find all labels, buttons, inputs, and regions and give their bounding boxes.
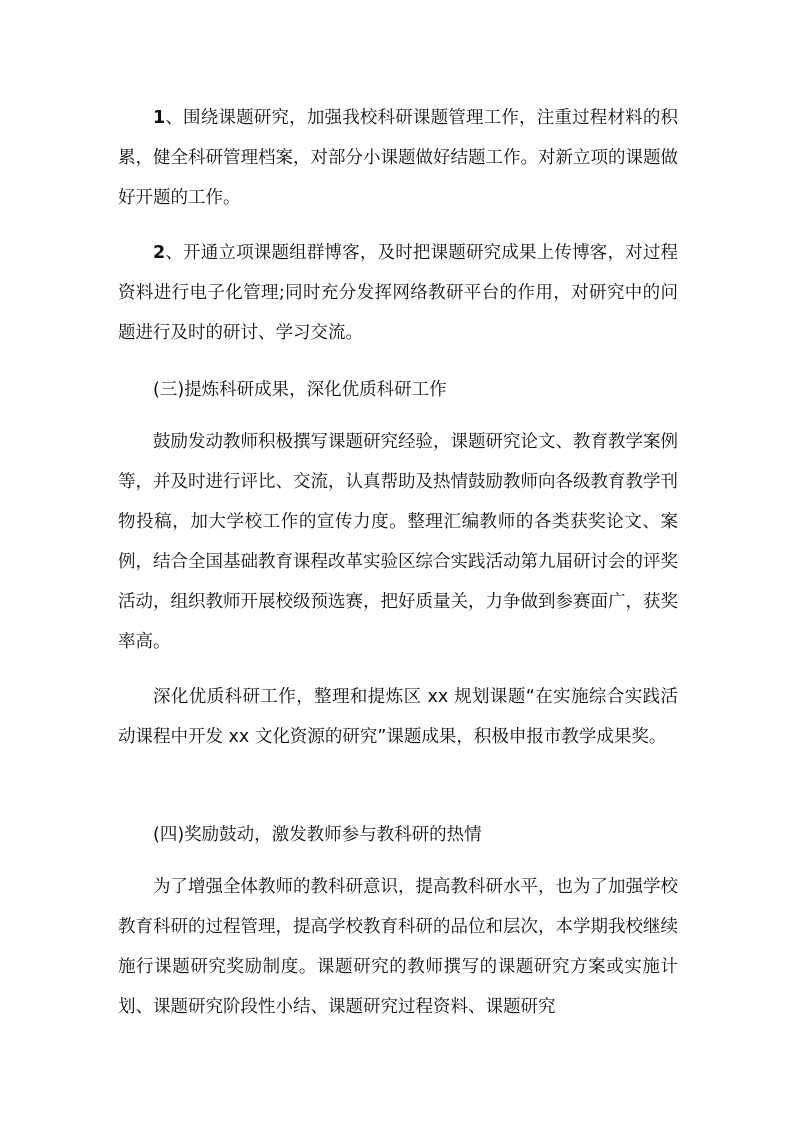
item-number: 2: [153, 243, 166, 263]
paragraph-deepen-research: 深化优质科研工作，整理和提炼区 xx 规划课题“在实施综合实践活动课程中开发 xx 文化资源的研究”课题成果，积极申报市教学成果奖。: [118, 687, 678, 747]
paragraph-text: 、围绕课题研究，加强我校科研课题管理工作，注重过程材料的积累，健全科研管理档案，对部分小课题做好结题工作。对新立项的课题做好开题的工作。: [118, 108, 678, 208]
paragraph-reward-system: 为了增强全体教师的教科研意识，提高教科研水平，也为了加强学校教育科研的过程管理，提高学校教育科研的品位和层次，本学期我校继续施行课题研究奖励制度。课题研究的教师撰写的课题研究方案或实施计划、课题研究阶段性小结、课题研究过程资料、课题研究: [118, 877, 678, 1017]
section-heading-4: (四)奖励鼓动，激发教师参与教科研的热情: [153, 825, 482, 845]
paragraph-item-1: [118, 98, 678, 218]
paragraph-encourage-teachers: 鼓励发动教师积极撰写课题研究经验，课题研究论文、教育教学案例等，并及时进行评比、交流，认真帮助及热情鼓励教师向各级教育教学刊物投稿，加大学校工作的宣传力度。整理汇编教师的各类获奖论文、案例，结合全国基础教育课程改革实验区综合实践活动第九届研讨会的评奖活动，组织教师开展校级预选赛，把好质量关，力争做到参赛面广，获奖率高。: [118, 432, 678, 652]
paragraph-text: 、开通立项课题组群博客，及时把课题研究成果上传博客，对过程资料进行电子化管理;同时充分发挥网络教研平台的作用，对研究中的问题进行及时的研讨、学习交流。: [118, 243, 678, 343]
paragraph-item-2: [118, 233, 678, 353]
item-number: 1: [153, 108, 166, 128]
section-heading-3: (三)提炼科研成果，深化优质科研工作: [153, 380, 447, 400]
